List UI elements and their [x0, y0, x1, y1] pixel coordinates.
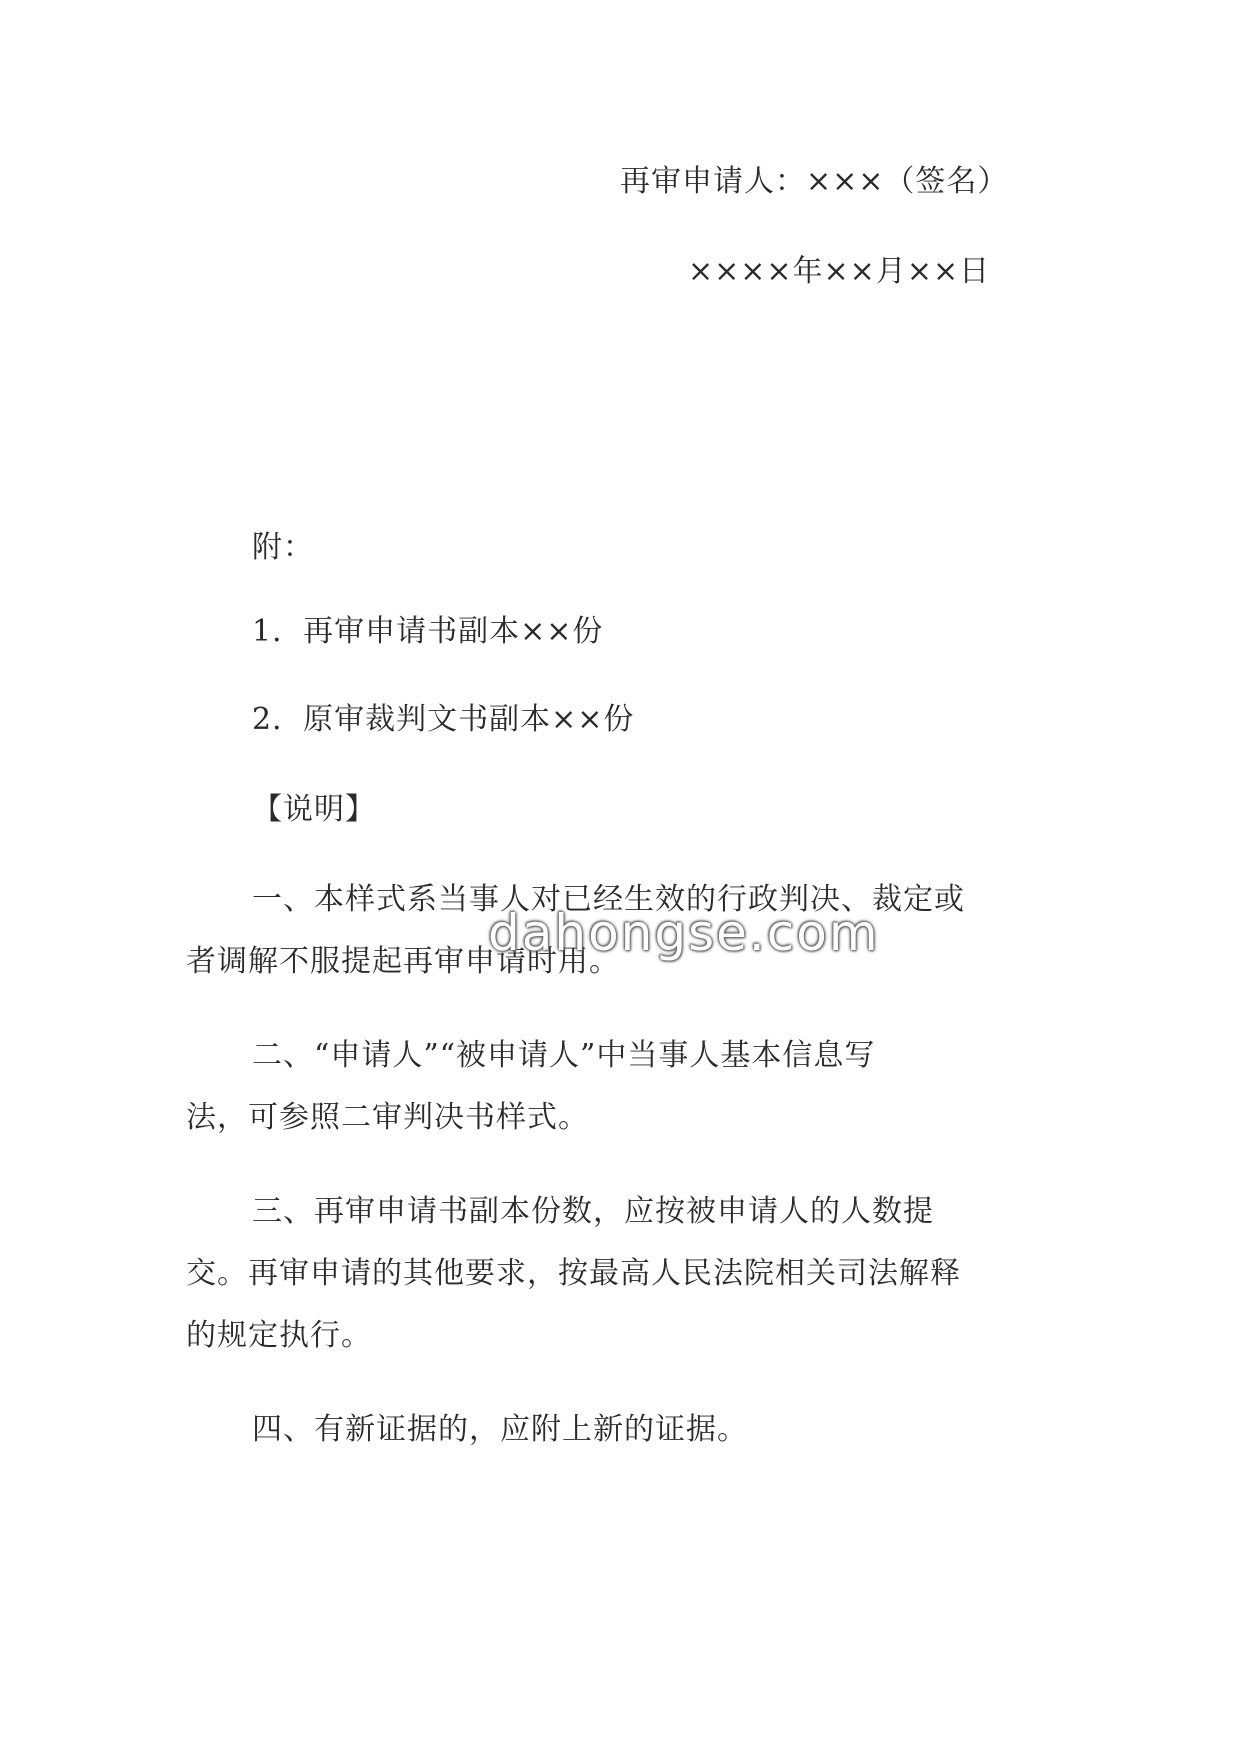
attachments-heading: 附：	[252, 530, 314, 565]
note-2-line-1: 二、“申请人”“被申请人”中当事人基本信息写	[252, 1038, 876, 1073]
signature-date-line: ××××年××月××日	[688, 254, 991, 289]
note-3-line-3: 的规定执行。	[186, 1318, 372, 1353]
attachment-item-2: 2．原审裁判文书副本××份	[252, 702, 635, 737]
note-1-line-1: 一、本样式系当事人对已经生效的行政判决、裁定或	[252, 882, 965, 917]
watermark-text: dahongse.com	[488, 904, 880, 962]
note-2-line-2: 法，可参照二审判决书样式。	[186, 1100, 589, 1135]
notes-heading: 【说明】	[252, 792, 376, 827]
attachment-item-1: 1．再审申请书副本××份	[252, 614, 604, 649]
note-1-line-2: 者调解不服提起再审申请时用。	[186, 944, 620, 979]
note-3-line-1: 三、再审申请书副本份数，应按被申请人的人数提	[252, 1194, 934, 1229]
note-3-line-2: 交。再审申请的其他要求，按最高人民法院相关司法解释	[186, 1256, 961, 1291]
note-4-line-1: 四、有新证据的，应附上新的证据。	[252, 1412, 748, 1447]
applicant-signature-line: 再审申请人：×××（签名）	[620, 164, 1009, 199]
